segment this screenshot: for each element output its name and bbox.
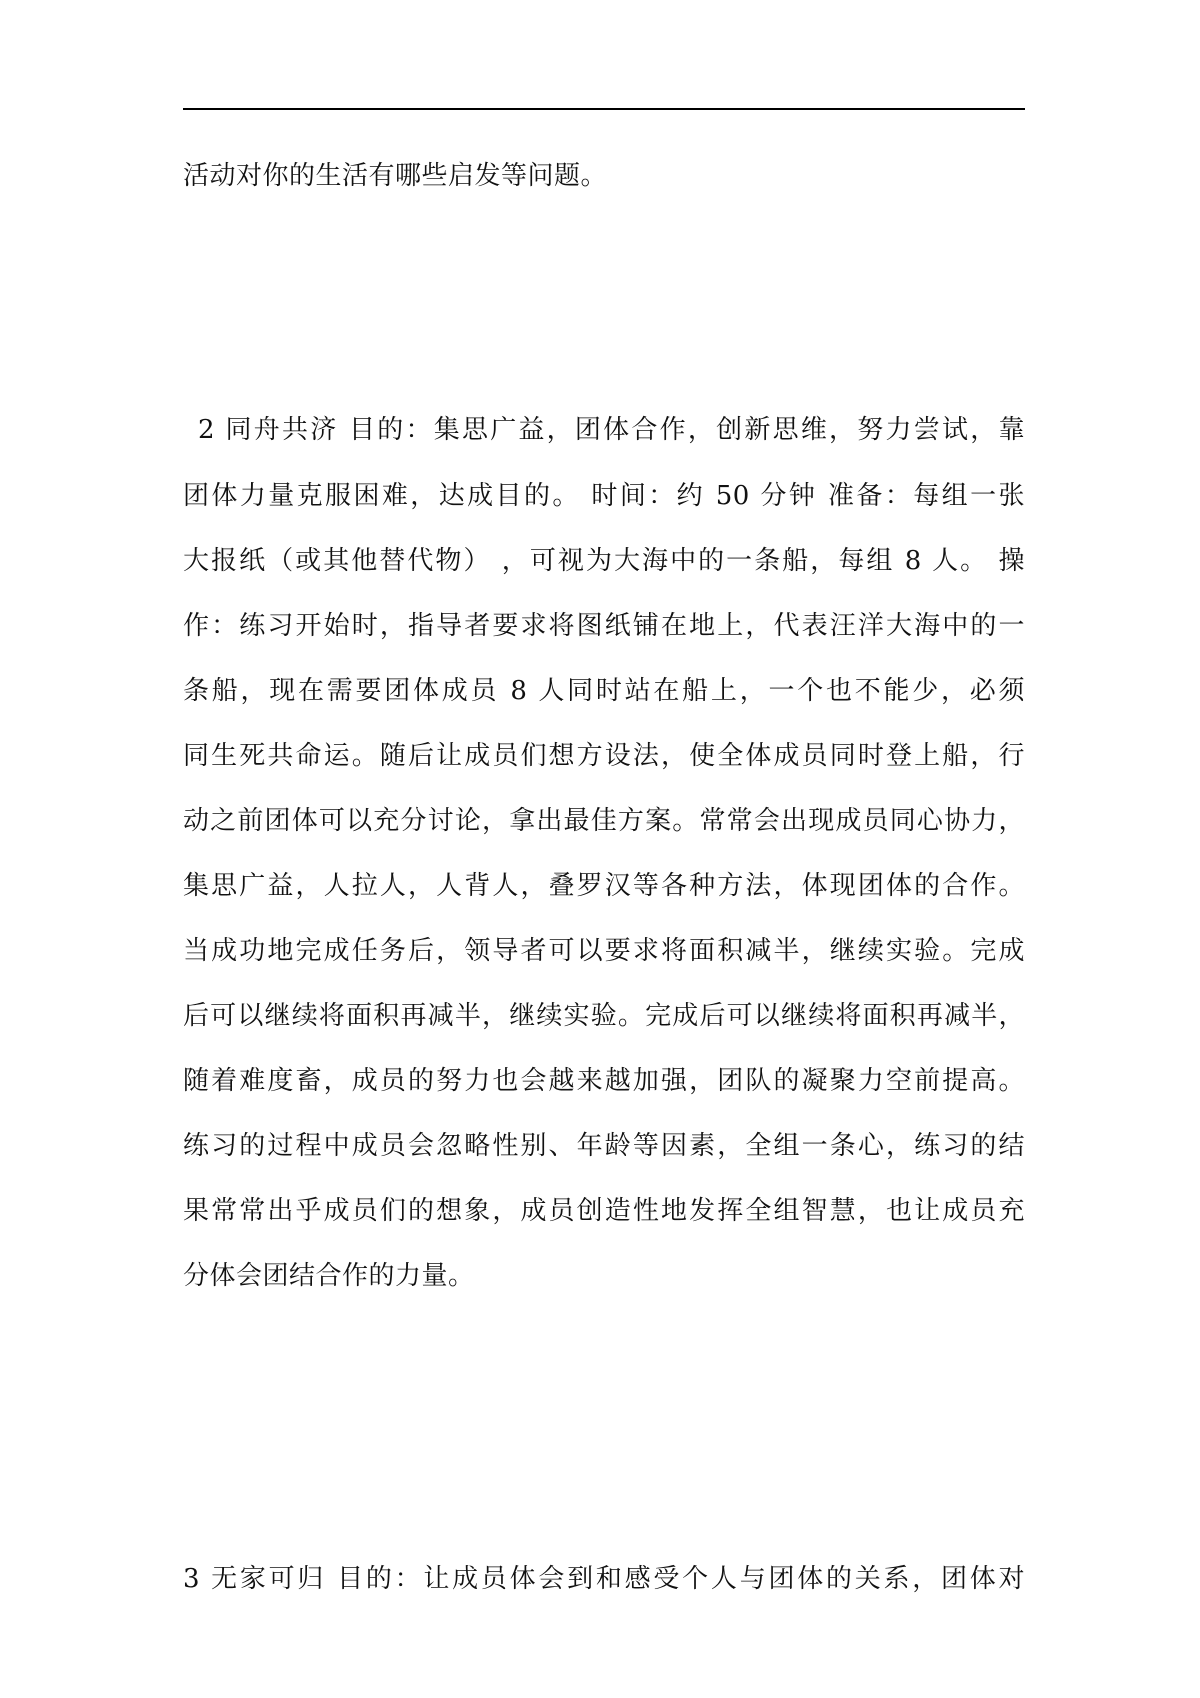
section-2-line: 大报纸（或其他替代物） ，可视为大海中的一条船，每组 8 人。 操 <box>183 546 1025 576</box>
section-2-line: 当成功地完成任务后，领导者可以要求将面积减半，继续实验。完成 <box>183 936 1025 966</box>
section-2-line: 团体力量克服困难，达成目的。 时间：约 50 分钟 准备：每组一张 <box>183 481 1025 511</box>
section-2-line: 集思广益，人拉人，人背人，叠罗汉等各种方法，体现团体的合作。 <box>183 871 1025 901</box>
header-rule <box>183 108 1025 110</box>
section-2-line: 分体会团结合作的力量。 <box>183 1261 475 1291</box>
section-2-line: 同生死共命运。随后让成员们想方设法，使全体成员同时登上船，行 <box>183 741 1025 771</box>
section-2-line: 作：练习开始时，指导者要求将图纸铺在地上，代表汪洋大海中的一 <box>183 611 1025 641</box>
continuation-line: 活动对你的生活有哪些启发等问题。 <box>183 161 608 191</box>
section-3-line: 3 无家可归 目的：让成员体会到和感受个人与团体的关系，团体对 <box>183 1564 1025 1594</box>
section-2-line: 后可以继续将面积再减半，继续实验。完成后可以继续将面积再减半， <box>183 1001 1025 1031</box>
section-2-line: 2 同舟共济 目的：集思广益，团体合作，创新思维，努力尝试，靠 <box>198 415 1025 445</box>
section-2-line: 随着难度畜，成员的努力也会越来越加强，团队的凝聚力空前提高。 <box>183 1066 1025 1096</box>
section-2-line: 动之前团体可以充分讨论，拿出最佳方案。常常会出现成员同心协力， <box>183 806 1025 836</box>
section-2-line: 果常常出乎成员们的想象，成员创造性地发挥全组智慧，也让成员充 <box>183 1196 1025 1226</box>
section-2-line: 条船，现在需要团体成员 8 人同时站在船上，一个也不能少，必须 <box>183 676 1025 706</box>
section-2-line: 练习的过程中成员会忽略性别、年龄等因素，全组一条心，练习的结 <box>183 1131 1025 1161</box>
